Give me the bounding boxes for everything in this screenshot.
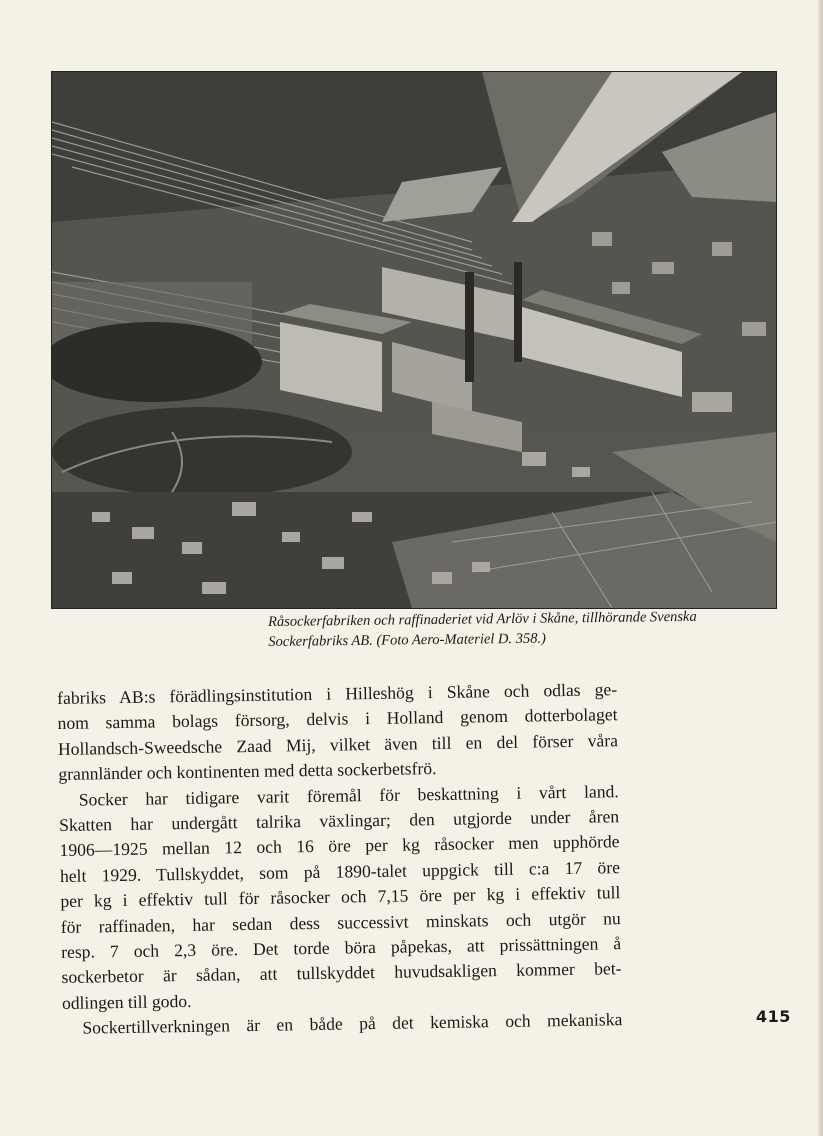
body-text <box>57 677 623 1041</box>
body-line: Socker har tidigare varit föremål för beskattning i vårt land. <box>78 780 619 810</box>
photo-caption <box>268 606 788 652</box>
body-line: per kg i effektiv tull för råsocker och 7,15 öre per kg i effektiv tull <box>60 882 621 912</box>
body-line: nom samma bolags försorg, delvis i Holland genom dotterbolaget <box>57 704 618 734</box>
body-line: sockerbetor är sådan, att tullskyddet huvudsakligen kommer bet- <box>61 958 622 988</box>
body-line: för raffinaden, har sedan dess successivt minskats och utgör nu <box>60 907 621 937</box>
body-line: helt 1929. Tullskyddet, som på 1890-talet uppgick till c:a 17 öre <box>59 857 621 886</box>
page-number: 415 <box>756 1007 791 1026</box>
caption-line: Råsockerfabriken och raffinaderiet vid Arlöv i Skåne, tillhörande Svenska <box>268 608 697 630</box>
body-line: odlingen till godo. <box>61 990 192 1013</box>
page-edge <box>818 0 823 1136</box>
body-line: Sockertillverkningen är en både på det kemiska och mekaniska <box>82 1009 623 1038</box>
caption-line: Sockerfabriks AB. (Foto Aero-Materiel D. 358.) <box>268 630 547 650</box>
body-line: Hollandsch-Sweedsche Zaad Mij, vilket även till en del förser våra <box>57 730 619 759</box>
aerial-photo <box>52 72 776 608</box>
body-line: Skatten har undergått talrika växlingar; den utgjorde under åren <box>59 806 620 836</box>
body-line: resp. 7 och 2,3 öre. Det torde böra påpekas, att prissättningen å <box>61 933 622 963</box>
body-line: 1906—1925 mellan 12 och 16 öre per kg råsocker men upphörde <box>59 831 620 861</box>
body-line: grannländer och kontinenten med detta sockerbetsfrö. <box>58 758 437 785</box>
body-line: fabriks AB:s förädlingsinstitution i Hilleshög i Skåne och odlas ge- <box>57 679 618 708</box>
